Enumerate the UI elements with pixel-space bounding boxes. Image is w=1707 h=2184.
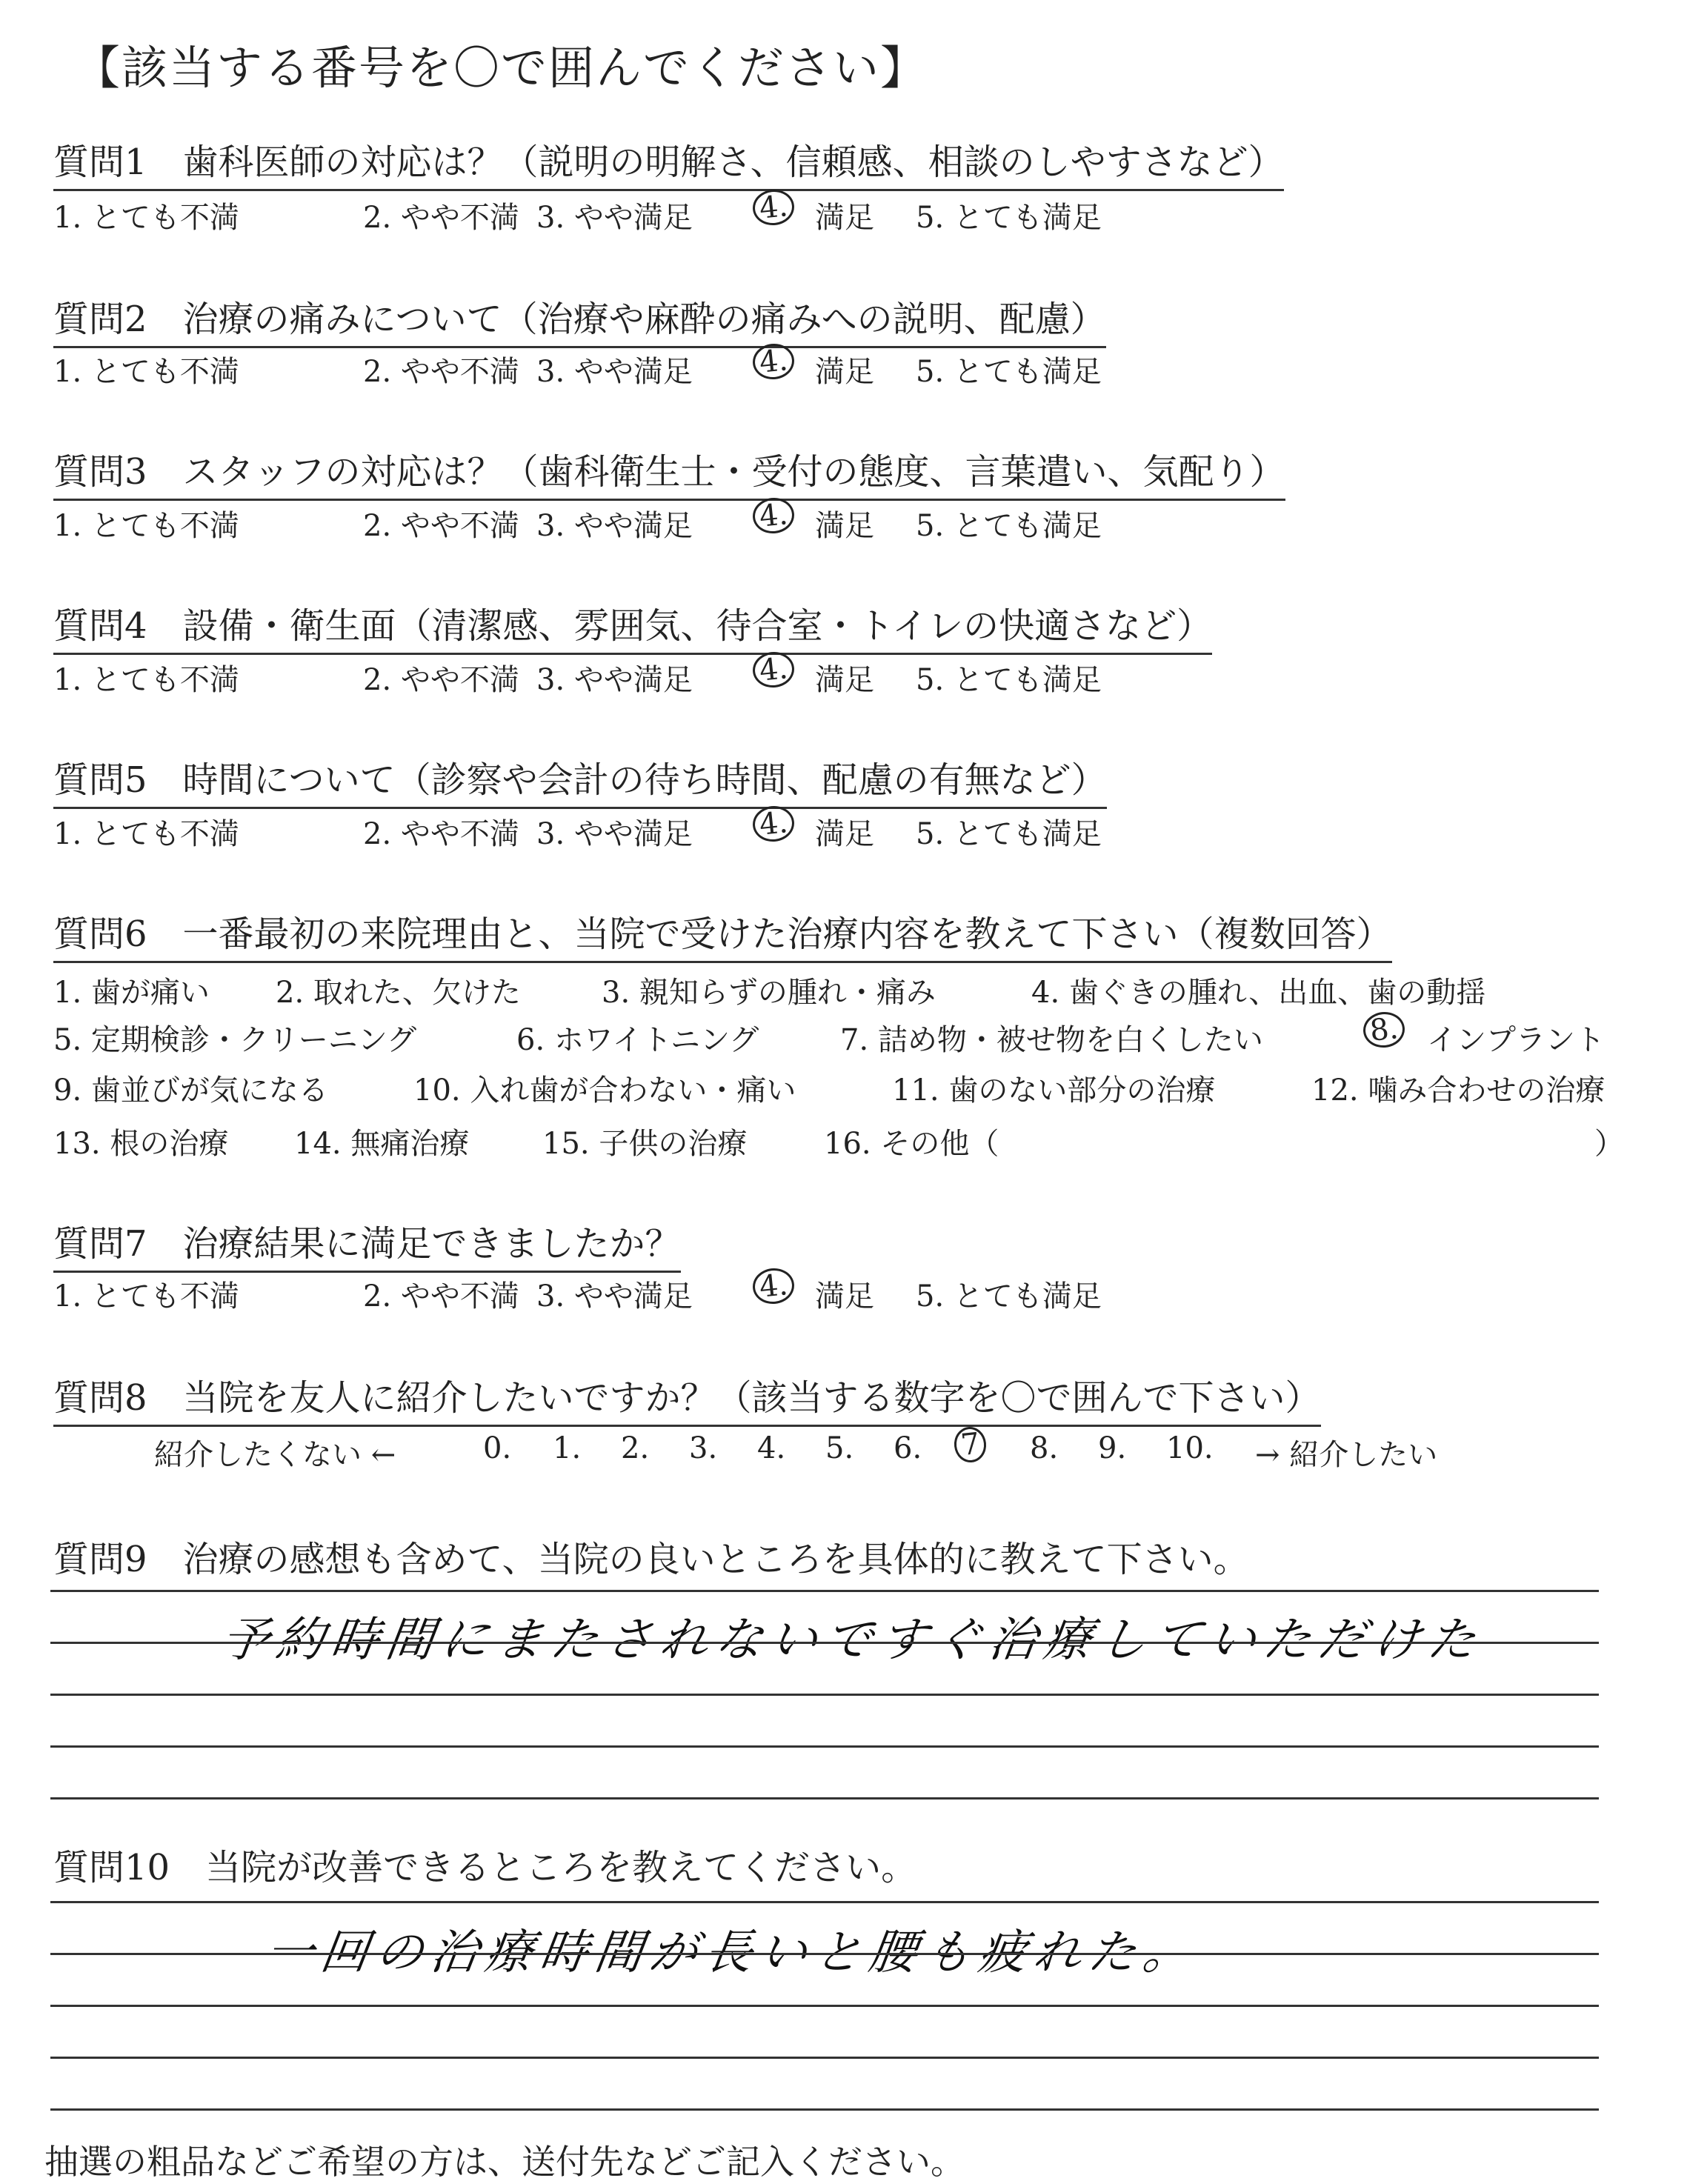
option-3[interactable]: 3. やや満足 bbox=[536, 355, 693, 389]
option-4-label[interactable]: 満足 bbox=[815, 663, 874, 697]
q6-other-close: ） bbox=[1594, 1127, 1624, 1161]
q7-heading: 質問7 治療結果に満足できましたか？ bbox=[53, 1215, 681, 1273]
option-1[interactable]: 1. とても不満 bbox=[53, 817, 239, 851]
q6-heading: 質問6 一番最初の来院理由と、当院で受けた治療内容を教えて下さい（複数回答） bbox=[53, 905, 1392, 963]
q6-row-2 bbox=[53, 1011, 1683, 1061]
answer-line bbox=[50, 1745, 1599, 1748]
q9-handwritten-answer[interactable]: 予約時間にまたされないですぐ治療していただけた bbox=[217, 1613, 1487, 1668]
q6-option[interactable]: 2. 取れた、欠けた bbox=[276, 976, 521, 1010]
option-1[interactable]: 1. とても不満 bbox=[53, 201, 239, 235]
q6-option[interactable]: 12. 噛み合わせの治療 bbox=[1311, 1073, 1605, 1108]
q6-option[interactable]: 1. 歯が痛い bbox=[53, 976, 210, 1010]
q1-options bbox=[53, 189, 1313, 239]
q8-option-1[interactable]: 1. bbox=[553, 1431, 582, 1465]
q2-options bbox=[53, 343, 1313, 393]
q4-options bbox=[53, 651, 1313, 701]
q8-option-5[interactable]: 5. bbox=[825, 1431, 854, 1465]
q6-row-3 bbox=[53, 1067, 1683, 1111]
page-title: 【該当する番号を〇で囲んでください】 bbox=[74, 41, 928, 95]
answer-line bbox=[50, 1694, 1599, 1696]
q8-option-6[interactable]: 6. bbox=[894, 1431, 922, 1465]
q8-option-0[interactable]: 0. bbox=[483, 1431, 512, 1465]
option-3[interactable]: 3. やや満足 bbox=[536, 663, 693, 697]
option-4-label[interactable]: 満足 bbox=[815, 1279, 874, 1314]
q5-options bbox=[53, 805, 1313, 855]
q10-handwritten-answer[interactable]: 一回の治療時間が長いと腰も疲れた。 bbox=[262, 1925, 1202, 1980]
q6-option[interactable]: 15. 子供の治療 bbox=[542, 1127, 748, 1161]
q8-left-label: 紹介したくない ← bbox=[154, 1438, 396, 1472]
q4-heading: 質問4 設備・衛生面（清潔感、雰囲気、待合室・トイレの快適さなど） bbox=[53, 597, 1212, 655]
option-2[interactable]: 2. やや不満 bbox=[363, 817, 519, 851]
option-2[interactable]: 2. やや不満 bbox=[363, 1279, 519, 1314]
option-1[interactable]: 1. とても不満 bbox=[53, 1279, 239, 1314]
q8-option-8[interactable]: 8. bbox=[1030, 1431, 1059, 1465]
option-4-label[interactable]: 満足 bbox=[815, 201, 874, 235]
option-4-circled[interactable]: 4. bbox=[751, 650, 796, 690]
q3-options bbox=[53, 497, 1313, 547]
q8-option-10[interactable]: 10. bbox=[1166, 1431, 1214, 1465]
q6-option[interactable]: 9. 歯並びが気になる bbox=[53, 1073, 328, 1108]
footer-note: 抽選の粗品などご希望の方は、送付先などご記入ください。 bbox=[44, 2142, 965, 2182]
q8-option-7-circled[interactable]: 7 bbox=[953, 1425, 988, 1464]
answer-line bbox=[50, 1953, 1599, 1955]
q6-option[interactable]: 11. 歯のない部分の治療 bbox=[892, 1073, 1216, 1108]
option-5[interactable]: 5. とても満足 bbox=[916, 663, 1102, 697]
answer-line bbox=[50, 2005, 1599, 2007]
option-2[interactable]: 2. やや不満 bbox=[363, 201, 519, 235]
q1-heading: 質問1 歯科医師の対応は？（説明の明解さ、信頼感、相談のしやすさなど） bbox=[53, 133, 1284, 191]
option-3[interactable]: 3. やや満足 bbox=[536, 817, 693, 851]
q8-heading: 質問8 当院を友人に紹介したいですか？（該当する数字を〇で囲んで下さい） bbox=[53, 1369, 1321, 1427]
option-5[interactable]: 5. とても満足 bbox=[916, 509, 1102, 543]
footer-clip bbox=[44, 2135, 1674, 2182]
q3-heading: 質問3 スタッフの対応は？（歯科衛生士・受付の態度、言葉遣い、気配り） bbox=[53, 443, 1285, 501]
q5-heading: 質問5 時間について（診察や会計の待ち時間、配慮の有無など） bbox=[53, 751, 1107, 809]
q9-heading: 質問9 治療の感想も含めて、当院の良いところを具体的に教えて下さい。 bbox=[53, 1539, 1249, 1580]
answer-line bbox=[50, 2108, 1599, 2111]
option-3[interactable]: 3. やや満足 bbox=[536, 201, 693, 235]
answer-line bbox=[50, 2057, 1599, 2059]
q6-option-other[interactable]: 16. その他（ bbox=[824, 1127, 999, 1161]
answer-line bbox=[50, 1590, 1599, 1592]
q6-option[interactable]: 5. 定期検診・クリーニング bbox=[53, 1023, 417, 1057]
option-2[interactable]: 2. やや不満 bbox=[363, 509, 519, 543]
answer-line bbox=[50, 1797, 1599, 1800]
option-4-circled[interactable]: 4. bbox=[751, 496, 796, 536]
q6-option[interactable]: 10. 入れ歯が合わない・痛い bbox=[413, 1073, 796, 1108]
q8-scale bbox=[53, 1426, 1683, 1476]
option-2[interactable]: 2. やや不満 bbox=[363, 663, 519, 697]
option-4-label[interactable]: 満足 bbox=[815, 817, 874, 851]
q2-heading: 質問2 治療の痛みについて（治療や麻酔の痛みへの説明、配慮） bbox=[53, 290, 1106, 348]
q6-row-4 bbox=[53, 1120, 1683, 1165]
option-2[interactable]: 2. やや不満 bbox=[363, 355, 519, 389]
q6-option[interactable]: 6. ホワイトニング bbox=[516, 1023, 759, 1057]
q7-options bbox=[53, 1268, 1313, 1317]
q8-option-4[interactable]: 4. bbox=[757, 1431, 786, 1465]
option-4-circled[interactable]: 4. bbox=[751, 804, 796, 844]
option-4-circled[interactable]: 4. bbox=[751, 1266, 796, 1306]
option-5[interactable]: 5. とても満足 bbox=[916, 817, 1102, 851]
option-1[interactable]: 1. とても不満 bbox=[53, 663, 239, 697]
q10-heading: 質問10 当院が改善できるところを教えてください。 bbox=[53, 1847, 917, 1888]
q6-option[interactable]: 7. 詰め物・被せ物を白くしたい bbox=[840, 1023, 1263, 1057]
option-3[interactable]: 3. やや満足 bbox=[536, 509, 693, 543]
option-1[interactable]: 1. とても不満 bbox=[53, 509, 239, 543]
q6-option-8-label[interactable]: インプラント bbox=[1427, 1023, 1605, 1057]
option-1[interactable]: 1. とても不満 bbox=[53, 355, 239, 389]
q6-option[interactable]: 14. 無痛治療 bbox=[294, 1127, 470, 1161]
option-4-circled[interactable]: 4. bbox=[751, 187, 796, 227]
option-3[interactable]: 3. やや満足 bbox=[536, 1279, 693, 1314]
q8-option-3[interactable]: 3. bbox=[689, 1431, 718, 1465]
option-5[interactable]: 5. とても満足 bbox=[916, 355, 1102, 389]
q6-row-1 bbox=[53, 969, 1683, 1013]
q6-option[interactable]: 4. 歯ぐきの腫れ、出血、歯の動揺 bbox=[1031, 976, 1486, 1010]
option-4-label[interactable]: 満足 bbox=[815, 509, 874, 543]
option-5[interactable]: 5. とても満足 bbox=[916, 201, 1102, 235]
q8-option-2[interactable]: 2. bbox=[621, 1431, 650, 1465]
option-4-circled[interactable]: 4. bbox=[751, 342, 796, 382]
q6-option[interactable]: 3. 親知らずの腫れ・痛み bbox=[602, 976, 936, 1010]
option-5[interactable]: 5. とても満足 bbox=[916, 1279, 1102, 1314]
q8-option-9[interactable]: 9. bbox=[1098, 1431, 1127, 1465]
option-4-label[interactable]: 満足 bbox=[815, 355, 874, 389]
q8-right-label: → 紹介したい bbox=[1255, 1438, 1438, 1472]
answer-line bbox=[50, 1901, 1599, 1903]
answer-line bbox=[50, 1642, 1599, 1644]
q6-option-8-circled[interactable]: 8. bbox=[1362, 1010, 1407, 1050]
q6-option[interactable]: 13. 根の治療 bbox=[53, 1127, 229, 1161]
